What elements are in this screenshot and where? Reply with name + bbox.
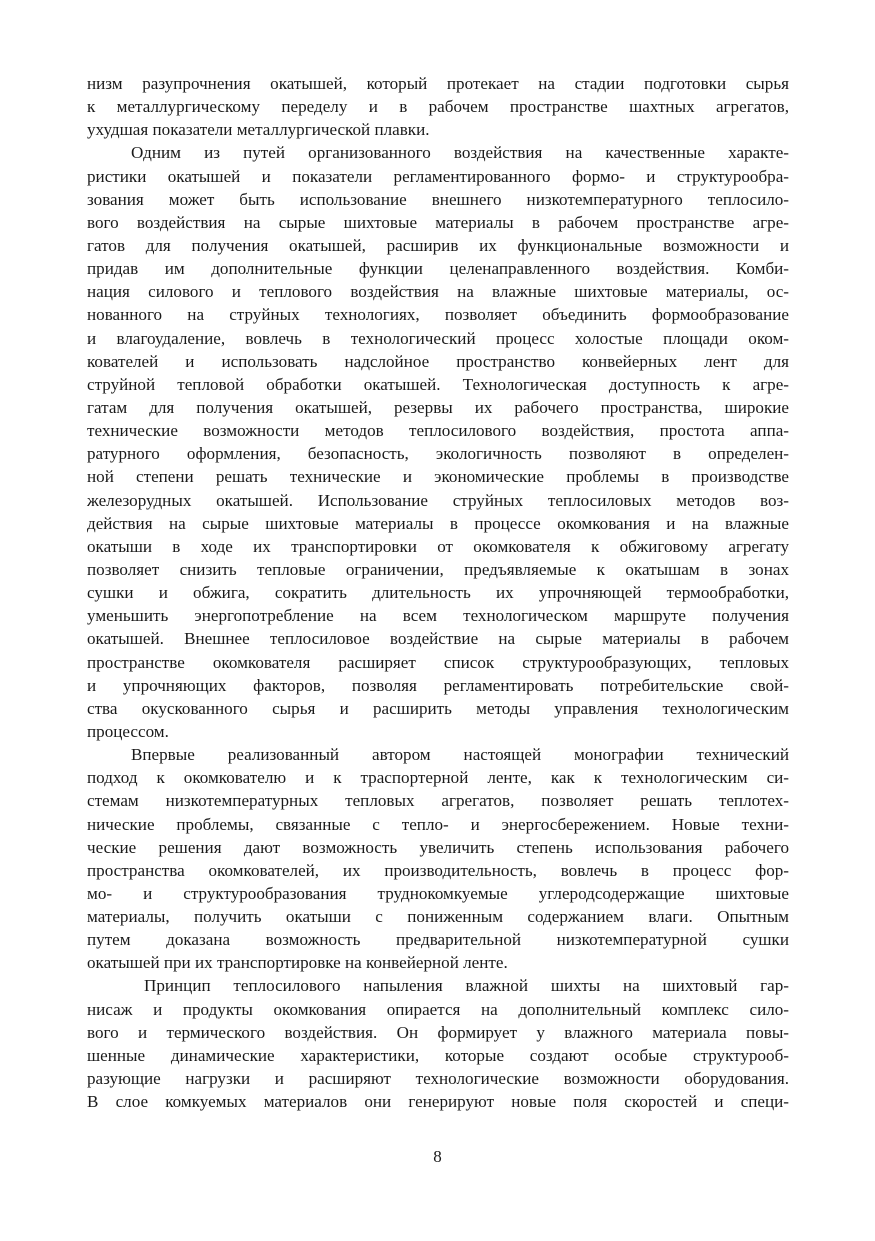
text-line: В слое комкуемых материалов они генерируют новые поля скоростей и специ-	[87, 1092, 789, 1112]
text-line: разующие нагрузки и расширяют технологические возможности оборудования.	[87, 1069, 789, 1089]
page-body	[87, 72, 789, 1113]
text-line: ной степени решать технические и экономические проблемы в производстве	[87, 467, 789, 487]
text-line: пространства окомкователей, их производительность, вовлечь в процесс фор-	[87, 860, 789, 880]
text-line: технические возможности методов теплосилового воздействия, простота аппа-	[87, 421, 789, 441]
text-line: Одним из путей организованного воздействия на качественные характе-	[131, 143, 789, 163]
paragraph	[87, 743, 789, 974]
text-line: гатам для получения окатышей, резервы их рабочего пространства, широкие	[87, 397, 789, 417]
text-line: процессом.	[87, 721, 169, 741]
text-line: позволяет снизить тепловые ограничении, предъявляемые к окатышам в зонах	[87, 559, 789, 579]
text-line: зования может быть использование внешнего низкотемпературного теплосило-	[87, 189, 789, 209]
text-line: окатышей при их транспортировке на конвейерной ленте.	[87, 953, 508, 973]
text-line: действия на сырые шихтовые материалы в процессе окомкования и на влажные	[87, 513, 789, 533]
text-line: Принцип теплосилового напыления влажной шихты на шихтовый гар-	[144, 976, 789, 996]
text-line: Впервые реализованный автором настоящей монографии технический	[131, 745, 789, 765]
text-line: ристики окатышей и показатели регламентированного формо- и структурообра-	[87, 166, 789, 186]
text-line: и упрочняющих факторов, позволяя регламентировать потребительские свой-	[87, 675, 789, 695]
paragraph	[87, 72, 789, 141]
text-line: нические проблемы, связанные с тепло- и энергосбережением. Новые техни-	[87, 814, 789, 834]
text-line: вого и термического воздействия. Он формирует у влажного материала повы-	[87, 1022, 789, 1042]
text-line: сушки и обжига, сократить длительность их упрочняющей термообработки,	[87, 583, 789, 603]
text-line: материалы, получить окатыши с пониженным содержанием влаги. Опытным	[87, 907, 789, 927]
text-line: стемам низкотемпературных тепловых агрегатов, позволяет решать теплотех-	[87, 791, 789, 811]
paragraph	[87, 141, 789, 743]
text-line: окатышей. Внешнее теплосиловое воздействие на сырые материалы в рабочем	[87, 629, 789, 649]
text-line: струйной тепловой обработки окатышей. Технологическая доступность к агре-	[87, 374, 789, 394]
text-line: нация силового и теплового воздействия на влажные шихтовые материалы, ос-	[87, 282, 789, 302]
text-line: ухудшая показатели металлургической плавки.	[87, 120, 430, 140]
text-line: придав им дополнительные функции целенаправленного воздействия. Комби-	[87, 259, 789, 279]
paragraph	[87, 974, 789, 1113]
text-line: подход к окомкователю и к траспортерной ленте, как к технологическим си-	[87, 768, 789, 788]
text-line: и влагоудаление, вовлечь в технологический процесс холостые площади оком-	[87, 328, 789, 348]
text-line: гатов для получения окатышей, расширив их функциональные возможности и	[87, 235, 789, 255]
text-line: к металлургическому переделу и в рабочем пространстве шахтных агрегатов,	[87, 97, 789, 117]
text-line: мо- и структурообразования труднокомкуемые углеродсодержащие шихтовые	[87, 883, 789, 903]
text-line: кователей и использовать надслойное пространство конвейерных лент для	[87, 351, 789, 371]
text-line: железорудных окатышей. Использование струйных теплосиловых методов воз-	[87, 490, 789, 510]
text-line: шенные динамические характеристики, которые создают особые структурооб-	[87, 1045, 789, 1065]
text-line: вого воздействия на сырые шихтовые материалы в рабочем пространстве агре-	[87, 212, 789, 232]
page-number: 8	[433, 1147, 442, 1166]
text-line: уменьшить энергопотребление на всем технологическом маршруте получения	[87, 606, 789, 626]
text-line: ства окускованного сырья и расширить методы управления технологическим	[87, 698, 789, 718]
text-line: нованного на струйных технологиях, позволяет объединить формообразование	[87, 305, 789, 325]
text-line: ческие решения дают возможность увеличить степень использования рабочего	[87, 837, 789, 857]
text-line: пространстве окомкователя расширяет список структурообразующих, тепловых	[87, 652, 789, 672]
text-line: ратурного оформления, безопасность, экологичность позволяют в определен-	[87, 444, 789, 464]
text-line: низм разупрочнения окатышей, который протекает на стадии подготовки сырья	[87, 74, 789, 93]
text-line: нисаж и продукты окомкования опирается на дополнительный комплекс сило-	[87, 999, 789, 1019]
text-line: окатыши в ходе их транспортировки от окомкователя к обжиговому агрегату	[87, 536, 789, 556]
text-line: путем доказана возможность предварительной низкотемпературной сушки	[87, 930, 789, 950]
